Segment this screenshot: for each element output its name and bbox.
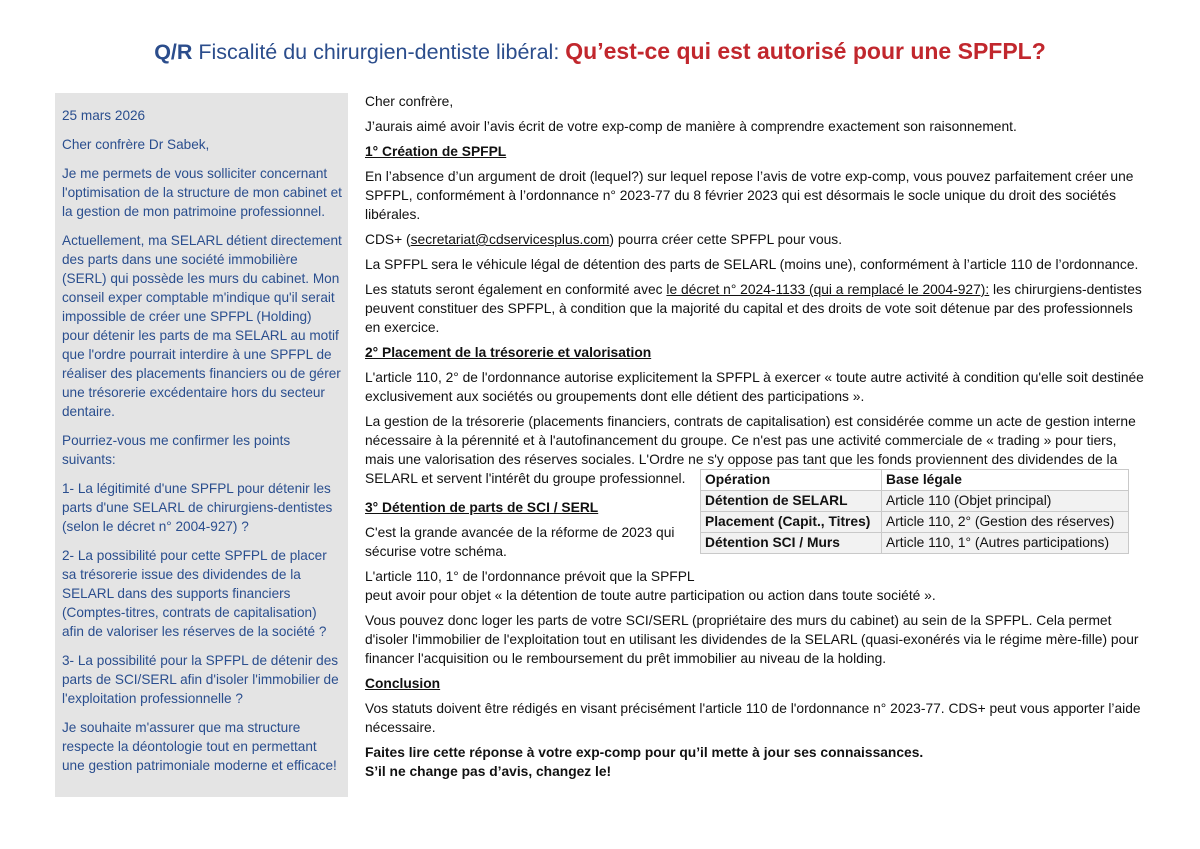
answer-paragraph: En l’absence d’un argument de droit (lequel?) sur lequel repose l’avis de votre exp-comp, vous pouvez parfaitement créer une SPFPL, conformément à l’ordonnance n° 2023-77 du 8 février 2023 qui est désormais le socle unique du droit des sociétés libérales.: [365, 169, 1134, 222]
question-panel: [55, 93, 348, 797]
table-header: Opération: [701, 470, 882, 491]
table-cell: Article 110, 2° (Gestion des réserves): [882, 512, 1129, 533]
question-date: 25 mars 2026: [62, 108, 146, 123]
email-link[interactable]: secretariat@cdservicesplus.com: [410, 232, 610, 247]
answer-paragraph: Vous pouvez donc loger les parts de votre SCI/SERL (propriétaire des murs du cabinet) au sein de la SPFPL. Cela permet d'isoler l'immobilier de l'exploitation tout en utilisant les dividendes de la SELARL (quasi-exonérés via le régime mère-fille) pour financer l'acquisition ou le remboursement du prêt immobilier au niveau de la holding.: [365, 613, 1139, 666]
table-cell: Détention de SELARL: [701, 491, 882, 512]
question-paragraph: Actuellement, ma SELARL détient directement des parts dans une société immobilière (SERL) qui possède les murs du cabinet. Mon conseil exper comptable m'indique qu'il serait impossible de créer une SPFPL (Holding) pour détenir les parts de ma SELARL au motif que l'ordre pourrait interdire à une SPFPL de réaliser des placements financiers ou de gérer une trésorerie excédentaire hors du secteur dentaire.: [62, 233, 342, 419]
question-point-2: 2- La possibilité pour cette SPFPL de placer sa trésorerie issue des dividendes de la SELARL dans des supports financiers (Comptes-titres, contrats de capitalisation) afin de valoriser les réserves de la société ?: [62, 548, 327, 639]
question-point-1: 1- La légitimité d'une SPFPL pour détenir les parts d'une SELARL de chirurgiens-dentistes (selon le décret n° 2004-927) ?: [62, 481, 333, 534]
answer-body: [365, 92, 1147, 781]
table-header-row: [701, 470, 1129, 491]
text-span: CDS+ (: [365, 232, 411, 247]
legal-basis-table: [700, 469, 1129, 554]
table-cell: Placement (Capit., Titres): [701, 512, 882, 533]
answer-paragraph: L'article 110, 2° de l'ordonnance autorise explicitement la SPFPL à exercer « toute autre activité à condition qu'elle soit destinée exclusivement aux sociétés ou groupements dont elle détient des participations ».: [365, 370, 1144, 404]
text-span: L'article 110, 1° de l'ordonnance prévoit que la SPFPL: [365, 569, 695, 584]
question-paragraph: Je souhaite m'assurer que ma structure respecte la déontologie tout en permettant une gestion patrimoniale moderne et efficace!: [62, 720, 337, 773]
question-paragraph: Je me permets de vous solliciter concernant l'optimisation de la structure de mon cabinet et la gestion de mon patrimoine professionnel.: [62, 166, 342, 219]
answer-paragraph: C'est la grande avancée de la réforme de 2023 qui sécurise votre schéma.: [365, 525, 675, 559]
question-paragraph: Pourriez-vous me confirmer les points suivants:: [62, 433, 291, 467]
decree-link[interactable]: le décret n° 2024-1133 (qui a remplacé le 2004-927):: [666, 282, 990, 297]
question-point-3: 3- La possibilité pour la SPFPL de détenir des parts de SCI/SERL afin d'isoler l'immobilier de l'exploitation professionnelle ?: [62, 653, 339, 706]
table-cell: Article 110 (Objet principal): [882, 491, 1129, 512]
closing-line-1: Faites lire cette réponse à votre exp-comp pour qu’il mette à jour ses connaissances.: [365, 745, 924, 760]
section-2-heading: 2° Placement de la trésorerie et valorisation: [365, 345, 652, 360]
answer-paragraph: [365, 230, 1147, 249]
page-title: [0, 38, 1200, 65]
table-header: Base légale: [882, 470, 1129, 491]
table-cell: Article 110, 1° (Autres participations): [882, 533, 1129, 554]
answer-paragraph: La gestion de la trésorerie (placements financiers, contrats de capitalisation) est considérée comme un acte de gestion interne nécessaire à la pérennité et à l'autofinancement du groupe. Ce n'est pas une activité commerciale de « trading » pour tiers, mais une valorisation des réserves sociales. L'Ordre ne s'y oppose pas tant que les fonds proviennent des dividendes de la SELARL et servent l'intérêt du groupe professionnel.: [365, 414, 1136, 486]
answer-salutation: Cher confrère,: [365, 94, 454, 109]
text-span: peut avoir pour objet « la détention de toute autre participation ou action dans toute société ».: [365, 588, 936, 603]
answer-paragraph: [365, 567, 1147, 605]
answer-paragraph: La SPFPL sera le véhicule légal de détention des parts de SELARL (moins une), conformément à l’article 110 de l’ordonnance.: [365, 257, 1139, 272]
text-span: les chirurgiens-dentistes peuvent constituer des SPFPL, à condition que la majorité du capital et des droits de vote soit détenue par des professionnels en exercice.: [365, 282, 1142, 335]
table-row: [701, 512, 1129, 533]
text-span: Les statuts seront également en conformité avec: [365, 282, 667, 297]
table-row: [701, 491, 1129, 512]
title-main: Qu’est-ce qui est autorisé pour une SPFPL?: [565, 38, 1046, 64]
closing-line-2: S’il ne change pas d’avis, changez le!: [365, 764, 612, 779]
title-subtitle: Fiscalité du chirurgien-dentiste libéral:: [192, 40, 566, 64]
answer-intro: J’aurais aimé avoir l’avis écrit de votre exp-comp de manière à comprendre exactement son raisonnement.: [365, 119, 1017, 134]
title-qr: Q/R: [154, 40, 193, 64]
table-row: [701, 533, 1129, 554]
conclusion-heading: Conclusion: [365, 676, 441, 691]
text-span: ) pourra créer cette SPFPL pour vous.: [609, 232, 843, 247]
answer-paragraph: Vos statuts doivent être rédigés en visant précisément l'article 110 de l'ordonnance n° 2023-77. CDS+ peut vous apporter l’aide nécessaire.: [365, 701, 1141, 735]
question-greeting: Cher confrère Dr Sabek,: [62, 137, 210, 152]
answer-paragraph: [365, 280, 1147, 337]
table-cell: Détention SCI / Murs: [701, 533, 882, 554]
section-1-heading: 1° Création de SPFPL: [365, 144, 507, 159]
section-3-heading: 3° Détention de parts de SCI / SERL: [365, 500, 599, 515]
